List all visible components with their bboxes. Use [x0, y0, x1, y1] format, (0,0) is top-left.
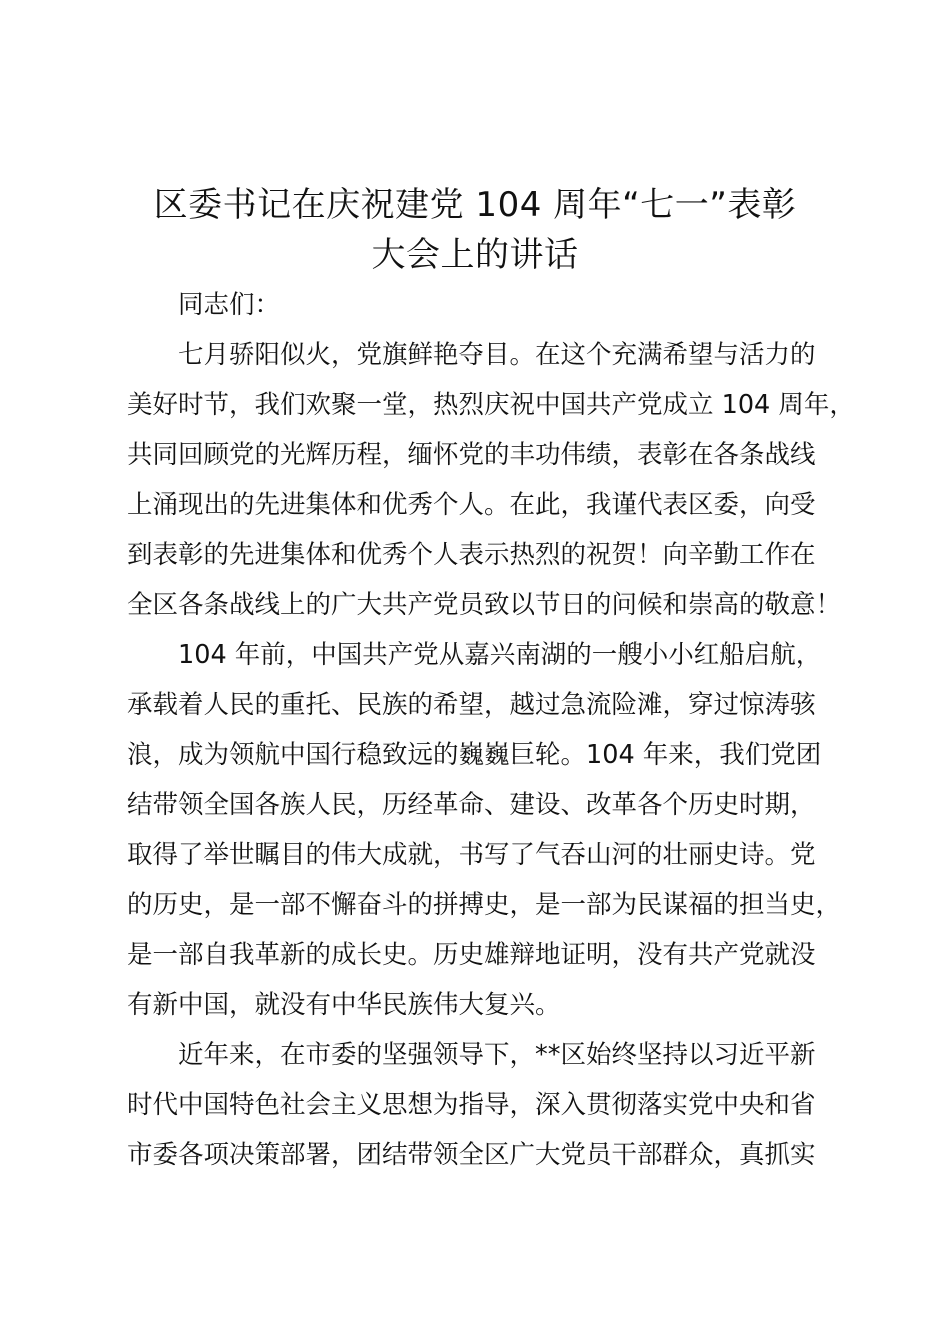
paragraph-line: 104 年前，中国共产党从嘉兴南湖的一艘小小红船启航，	[178, 640, 822, 670]
paragraph-2	[127, 630, 842, 1030]
paragraph-line: 到表彰的先进集体和优秀个人表示热烈的祝贺！向辛勤工作在	[127, 540, 816, 570]
paragraph-3	[127, 1030, 837, 1180]
document-title	[100, 180, 850, 280]
paragraph-line: 全区各条战线上的广大共产党员致以节日的问候和崇高的敬意！	[127, 590, 842, 620]
paragraph-line: 时代中国特色社会主义思想为指导，深入贯彻落实党中央和省	[127, 1090, 816, 1120]
paragraph-line: 共同回顾党的光辉历程，缅怀党的丰功伟绩，表彰在各条战线	[127, 440, 816, 470]
paragraph-line: 取得了举世瞩目的伟大成就，书写了气吞山河的壮丽史诗。党	[127, 840, 816, 870]
title-line: 大会上的讲话	[371, 235, 579, 275]
paragraph-line: 结带领全国各族人民，历经革命、建设、改革各个历史时期，	[127, 790, 816, 820]
paragraph-line: 美好时节，我们欢聚一堂，热烈庆祝中国共产党成立 104 周年，	[127, 390, 855, 420]
salutation: 同志们：	[178, 290, 281, 320]
paragraph-line: 浪，成为领航中国行稳致远的巍巍巨轮。104 年来，我们党团	[127, 740, 822, 770]
paragraph-line: 近年来，在市委的坚强领导下，**区始终坚持以习近平新	[178, 1040, 816, 1070]
paragraph-1	[127, 330, 855, 630]
paragraph-line: 的历史，是一部不懈奋斗的拼搏史，是一部为民谋福的担当史，	[127, 890, 842, 920]
paragraph-line: 上涌现出的先进集体和优秀个人。在此，我谨代表区委，向受	[127, 490, 816, 520]
paragraph-line: 承载着人民的重托、民族的希望，越过急流险滩，穿过惊涛骇	[127, 690, 816, 720]
paragraph-line: 七月骄阳似火，党旗鲜艳夺目。在这个充满希望与活力的	[178, 340, 816, 370]
paragraph-line: 市委各项决策部署，团结带领全区广大党员干部群众，真抓实	[127, 1140, 816, 1170]
paragraph-line: 是一部自我革新的成长史。历史雄辩地证明，没有共产党就没	[127, 940, 816, 970]
title-line: 区委书记在庆祝建党 104 周年“七一”表彰	[153, 185, 797, 225]
paragraph-line: 有新中国，就没有中华民族伟大复兴。	[127, 990, 561, 1020]
document-body	[127, 280, 855, 1180]
